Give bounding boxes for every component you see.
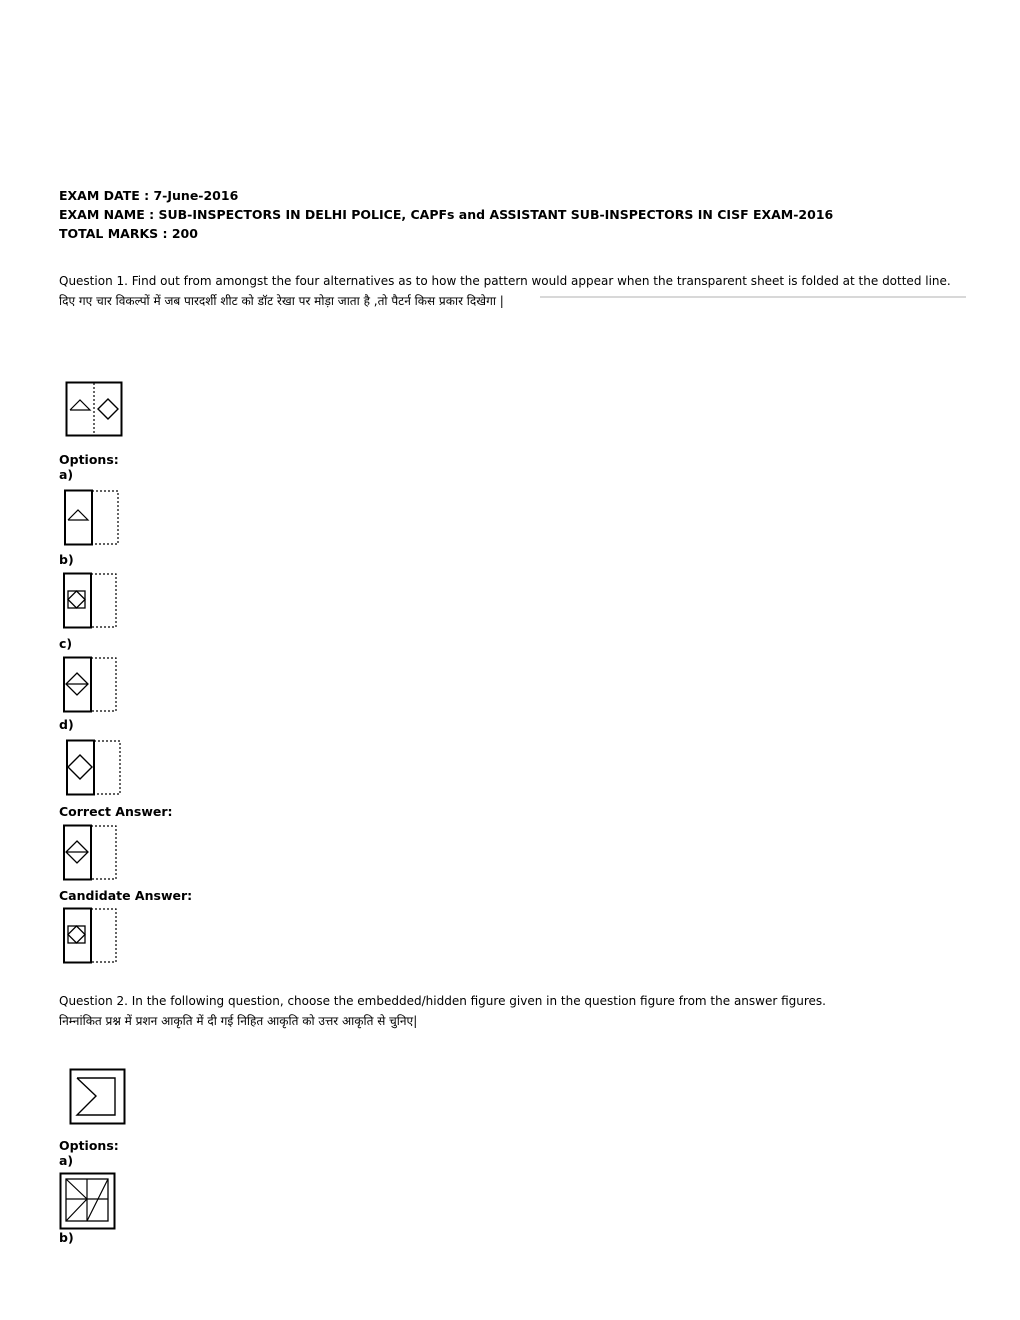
- exam-name: EXAM NAME : SUB-INSPECTORS IN DELHI POLICE, CAPFs and ASSISTANT SUB-INSPECTORS IN CISF EXAM-2016: [59, 207, 834, 222]
- q1-correct-answer-figure: [61, 823, 121, 883]
- separator-line: [540, 296, 966, 298]
- q1-option-a-figure[interactable]: [62, 488, 122, 548]
- question-1-options-label: Options:: [59, 452, 119, 467]
- q1-option-d-figure[interactable]: [64, 738, 124, 798]
- total-marks: TOTAL MARKS : 200: [59, 226, 198, 241]
- q1-option-d-label[interactable]: d): [59, 717, 74, 732]
- q1-option-c-figure[interactable]: [61, 655, 121, 715]
- q1-option-b-figure[interactable]: [61, 571, 121, 631]
- q1-option-b-label[interactable]: b): [59, 552, 74, 567]
- q2-option-a-figure[interactable]: [58, 1171, 118, 1231]
- q1-correct-answer-label: Correct Answer:: [59, 804, 173, 819]
- question-2-text: Question 2. In the following question, choose the embedded/hidden figure given in the question figure from the answer figures.: [59, 994, 826, 1008]
- q2-option-b-label[interactable]: b): [59, 1230, 74, 1245]
- exam-date: EXAM DATE : 7-June-2016: [59, 188, 239, 203]
- q1-candidate-answer-label: Candidate Answer:: [59, 888, 193, 903]
- q1-candidate-answer-figure: [61, 906, 121, 966]
- q1-option-a-label[interactable]: a): [59, 467, 74, 482]
- q1-option-c-label[interactable]: c): [59, 636, 73, 651]
- question-2-options-label: Options:: [59, 1138, 119, 1153]
- question-1-figure: [64, 380, 126, 440]
- question-1-text-hindi: दिए गए चार विकल्पों में जब पारदर्शी शीट को डॉट रेखा पर मोड़ा जाता है ,तो पैटर्न किस प्रकार दिखेगा |: [59, 294, 504, 308]
- question-1-text: Question 1. Find out from amongst the four alternatives as to how the pattern would appear when the transparent sheet is folded at the dotted line.: [59, 274, 951, 288]
- question-2-text-hindi: निम्नांकित प्रश्न में प्रशन आकृति में दी गई निहित आकृति को उत्तर आकृति से चुनिए|: [59, 1014, 418, 1028]
- q2-option-a-label[interactable]: a): [59, 1153, 74, 1168]
- question-2-figure: [68, 1067, 130, 1129]
